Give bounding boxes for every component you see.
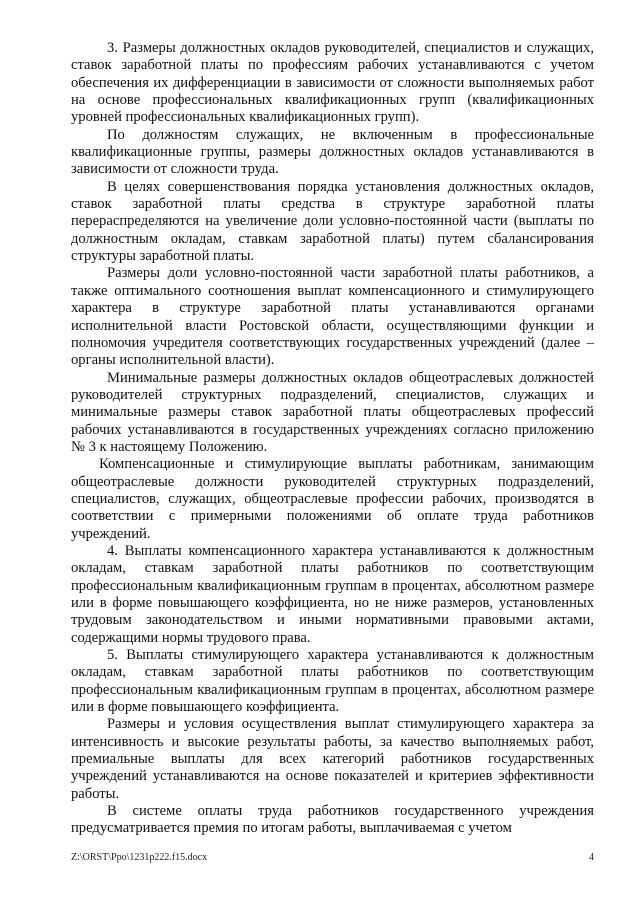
paragraph-non-qualified-positions: По должностям служащих, не включенным в профессиональные квалификационные группы, размеры должностных окладов устанавливаются в зависимости от сложности труда.	[71, 126, 594, 178]
paragraph-item-4: 4. Выплаты компенсационного характера устанавливаются к должностным окладам, ставкам заработной платы работников по соответствующим профессиональным квалификационным группам в процентах, абсолютном размере или в форме повышающего коэффициента, но не ниже размеров, установленных трудовым законодательством и иными нормативными правовыми актами, содержащими нормы трудового права.	[71, 542, 594, 646]
paragraph-minimum-salaries: Минимальные размеры должностных окладов общеотраслевых должностей руководителей структурных подразделений, специалистов, служащих и минимальные размеры ставок заработной платы общеотраслевых профессий рабочих устанавливаются в государственных учреждениях согласно приложению № 3 к настоящему Положению.	[71, 369, 594, 455]
paragraph-stimulating-conditions: Размеры и условия осуществления выплат стимулирующего характера за интенсивность и высокие результаты работы, за качество выполняемых работ, премиальные выплаты для всех категорий работников государственных учреждений устанавливаются на основе показателей и критериев эффективности работы.	[71, 716, 594, 802]
paragraph-fixed-part-share: Размеры доли условно-постоянной части заработной платы работников, а также оптимального соотношения выплат компенсационного и стимулирующего характера в структуре заработной платы устанавливаются органами исполнительной власти Ростовской области, осуществляющими функции и полномочия учредителя соответствующих государственных учреждений (далее – органы исполнительной власти).	[71, 265, 594, 369]
paragraph-salary-improvement: В целях совершенствования порядка установления должностных окладов, ставок заработной платы средства в структуре заработной платы перераспределяются на увеличение доли условно-постоянной части (выплаты по должностным окладам, ставкам заработной платы) путем сбалансирования структуры заработной платы.	[71, 178, 594, 265]
document-body	[71, 40, 594, 838]
page-footer	[71, 852, 594, 866]
paragraph-item-5: 5. Выплаты стимулирующего характера устанавливаются к должностным окладам, ставкам заработной платы работников по соответствующим профессиональным квалификационным группам в процентах, абсолютном размере или в форме повышающего коэффициента.	[71, 647, 594, 716]
footer-file-path: Z:\ORST\Ppo\1231p222.f15.docx	[71, 852, 208, 863]
paragraph-compensation-stimulating: Компенсационные и стимулирующие выплаты работникам, занимающим общеотраслевые должности руководителей структурных подразделений, специалистов, служащих, общеотраслевые профессии рабочих, производятся в соответствии с примерными положениями об оплате труда работников учреждений.	[71, 456, 594, 542]
paragraph-item-3: 3. Размеры должностных окладов руководителей, специалистов и служащих, ставок заработной платы по профессиям рабочих устанавливаются с учетом обеспечения их дифференциации в зависимости от сложности выполняемых работ на основе профессиональных квалификационных групп (квалификационных уровней профессиональных квалификационных групп).	[71, 40, 594, 126]
paragraph-bonus-system: В системе оплаты труда работников государственного учреждения предусматривается премия по итогам работы, выплачиваемая с учетом	[71, 803, 594, 837]
page-number: 4	[589, 852, 594, 863]
